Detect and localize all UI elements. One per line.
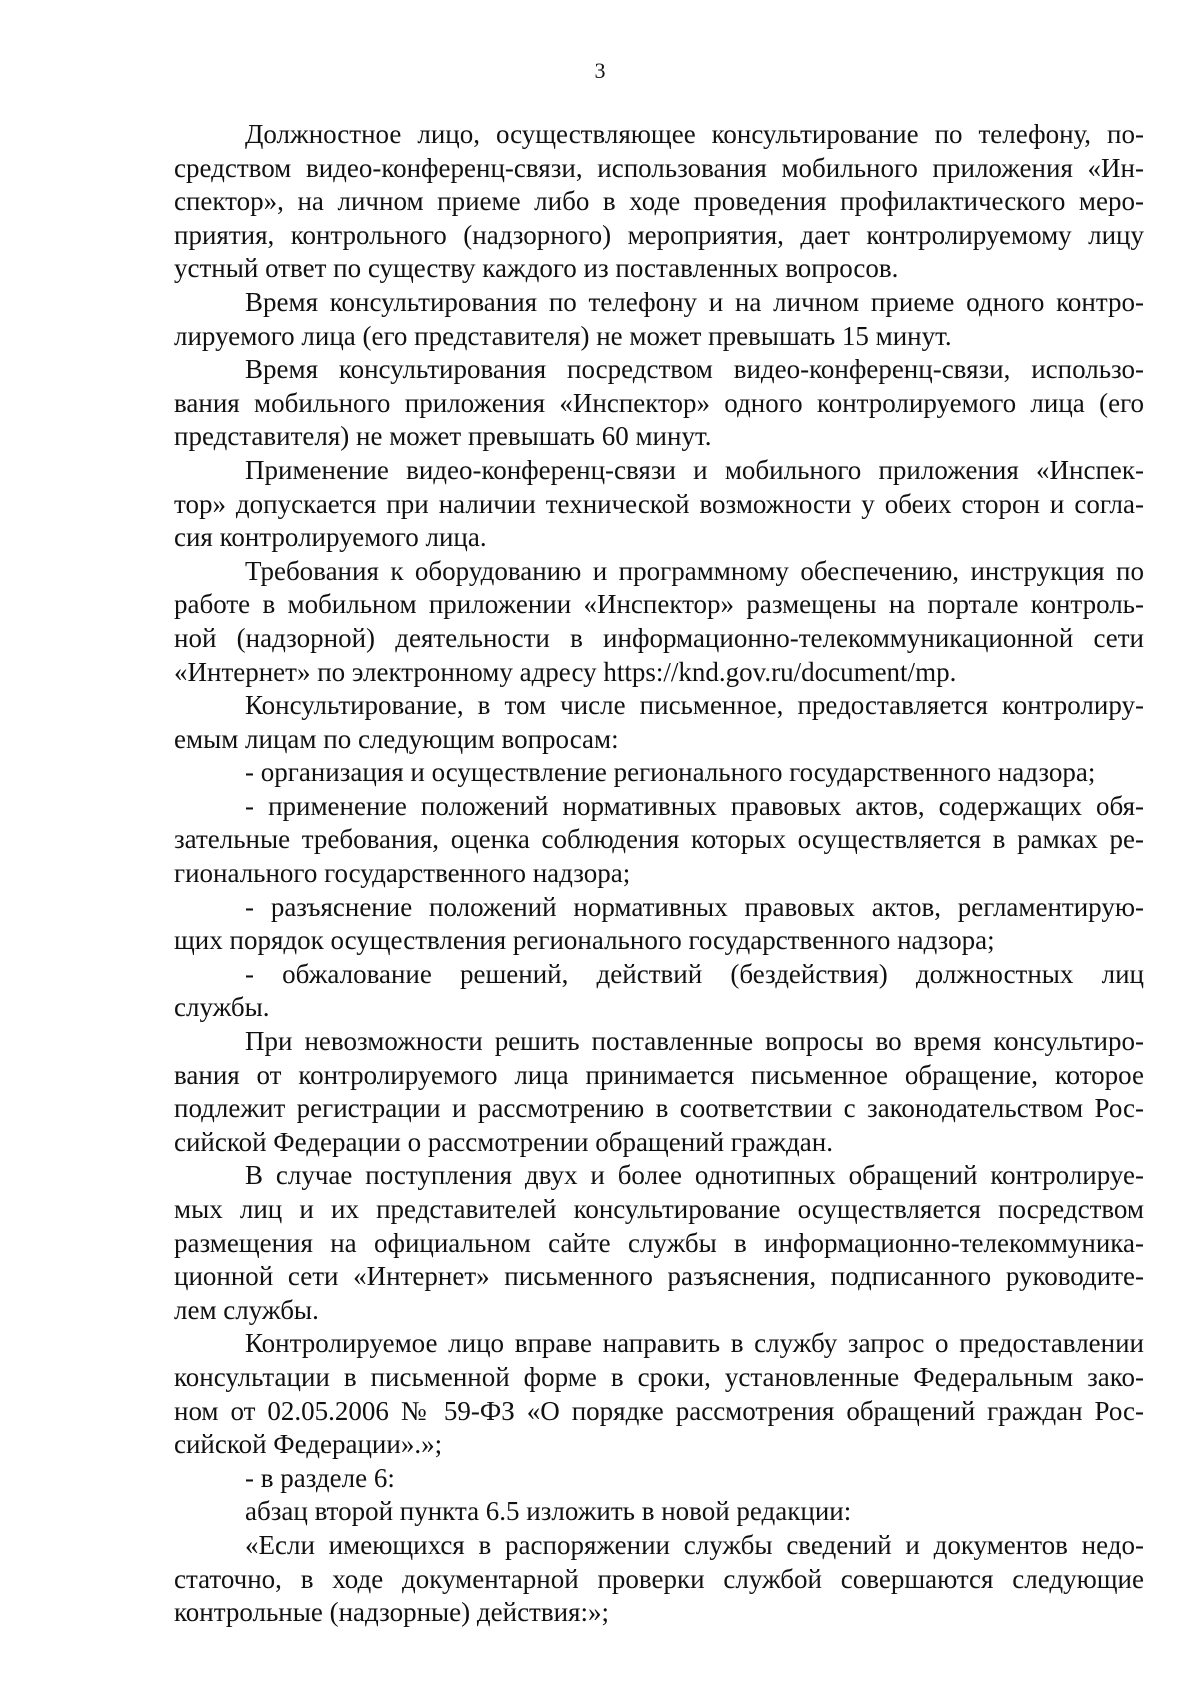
paragraph [174, 555, 1144, 689]
text-line: - организация и осуществление регионального государственного надзора; [245, 757, 1096, 788]
text-line: консультации в письменной форме в сроки, установленные Федеральным зако- [174, 1361, 1144, 1392]
document-body [174, 118, 1144, 1630]
text-line: Консультирование, в том числе письменное, предоставляется контролиру- [245, 690, 1144, 721]
text-line: гионального государственного надзора; [174, 858, 631, 889]
paragraph [174, 353, 1144, 454]
text-line: устный ответ по существу каждого из поставленных вопросов. [174, 253, 899, 284]
paragraph [174, 689, 1144, 756]
text-line: зательные требования, оценка соблюдения которых осуществляется в рамках ре- [174, 824, 1144, 855]
text-line: приятия, контрольного (надзорного) мероприятия, дает контролируемому лицу [174, 219, 1144, 250]
text-line: размещения на официальном сайте службы в информационно-телекоммуника- [174, 1227, 1144, 1258]
text-line: службы. [174, 992, 270, 1023]
text-line: - в разделе 6: [245, 1462, 395, 1493]
page-number: 3 [594, 58, 606, 83]
text-line: лем службы. [174, 1294, 319, 1325]
text-line: тор» допускается при наличии технической возможности у обеих сторон и согла- [174, 488, 1144, 519]
text-line: представителя) не может превышать 60 минут. [174, 421, 712, 452]
text-line: контрольные (надзорные) действия:»; [174, 1597, 609, 1628]
paragraph [174, 1159, 1144, 1327]
text-line: щих порядок осуществления регионального государственного надзора; [174, 925, 995, 956]
text-line: - обжалование решений, действий (бездействия) должностных лиц [245, 958, 1144, 989]
text-line: Время консультирования посредством видео-конференц-связи, использо- [245, 354, 1144, 385]
text-line: сийской Федерации о рассмотрении обращений граждан. [174, 1126, 833, 1157]
text-line: средством видео-конференц-связи, использования мобильного приложения «Ин- [174, 152, 1144, 183]
text-line: ционной сети «Интернет» письменного разъяснения, подписанного руководите- [174, 1261, 1144, 1292]
text-line: сия контролируемого лица. [174, 522, 487, 553]
text-line: Должностное лицо, осуществляющее консультирование по телефону, по- [245, 119, 1144, 149]
text-line: «Если имеющихся в распоряжении службы сведений и документов недо- [245, 1529, 1144, 1560]
text-line: «Интернет» по электронному адресу https://knd.gov.ru/document/mp. [174, 656, 957, 687]
paragraph [174, 1327, 1144, 1461]
text-line: подлежит регистрации и рассмотрению в соответствии с законодательством Рос- [174, 1093, 1144, 1124]
paragraph [174, 958, 1144, 1025]
text-line: спектор», на личном приеме либо в ходе проведения профилактического меро- [174, 186, 1144, 217]
text-line: мых лиц и их представителей консультирование осуществляется посредством [174, 1194, 1144, 1224]
paragraph [174, 1025, 1144, 1159]
text-line: работе в мобильном приложении «Инспектор» размещены на портале контроль- [174, 589, 1144, 620]
text-line: лируемого лица (его представителя) не может превышать 15 минут. [174, 320, 952, 351]
text-line: емым лицам по следующим вопросам: [174, 723, 619, 754]
text-line: - разъяснение положений нормативных правовых актов, регламентирую- [245, 891, 1144, 922]
text-line: - применение положений нормативных правовых актов, содержащих обя- [245, 790, 1144, 821]
text-line: статочно, в ходе документарной проверки службой совершаются следующие [174, 1563, 1144, 1594]
paragraph [174, 286, 1144, 353]
text-line: абзац второй пункта 6.5 изложить в новой редакции: [245, 1496, 852, 1527]
paragraph [174, 118, 1144, 286]
paragraph [174, 454, 1144, 555]
paragraph [174, 1462, 1144, 1496]
text-line: сийской Федерации».»; [174, 1429, 443, 1460]
paragraph [174, 1495, 1144, 1529]
text-line: вания мобильного приложения «Инспектор» одного контролируемого лица (его [174, 387, 1144, 418]
paragraph [174, 790, 1144, 891]
text-line: Контролируемое лицо вправе направить в службу запрос о предоставлении [245, 1328, 1144, 1359]
text-line: При невозможности решить поставленные вопросы во время консультиро- [245, 1026, 1144, 1057]
text-line: Время консультирования по телефону и на личном приеме одного контро- [245, 286, 1144, 317]
text-line: Требования к оборудованию и программному обеспечению, инструкция по [245, 555, 1144, 586]
text-line: ном от 02.05.2006 № 59-ФЗ «О порядке рассмотрения обращений граждан Рос- [174, 1395, 1144, 1426]
text-line: В случае поступления двух и более однотипных обращений контролируе- [245, 1160, 1144, 1191]
text-line: ной (надзорной) деятельности в информационно-телекоммуникационной сети [174, 622, 1144, 653]
text-line: Применение видео-конференц-связи и мобильного приложения «Инспек- [245, 454, 1144, 485]
text-line: вания от контролируемого лица принимается письменное обращение, которое [174, 1059, 1144, 1090]
paragraph [174, 1529, 1144, 1630]
paragraph [174, 891, 1144, 958]
paragraph [174, 756, 1144, 790]
